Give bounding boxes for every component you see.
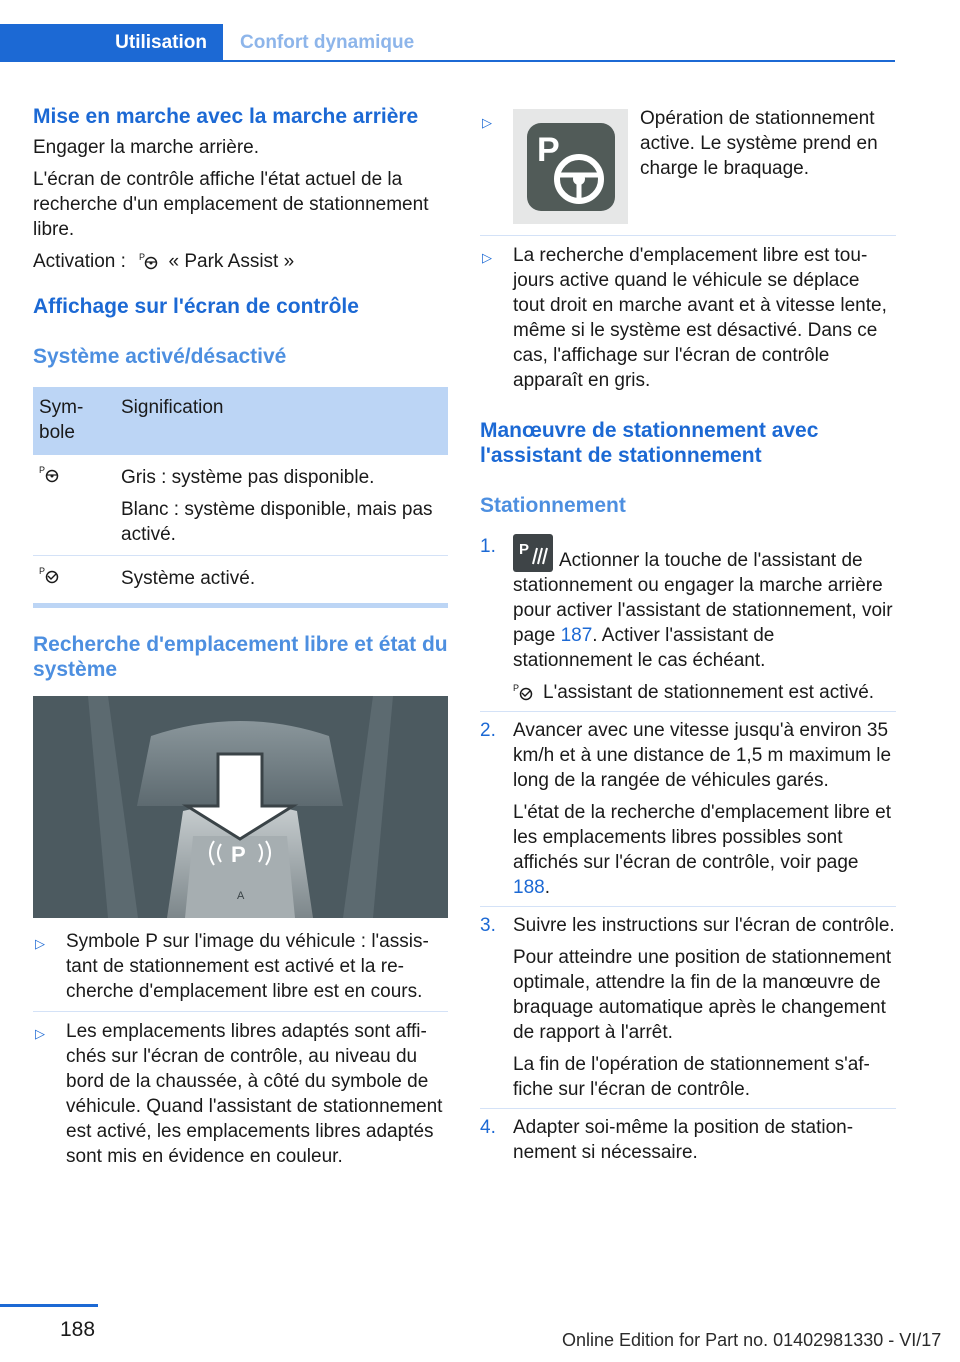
symbol-table [33,387,448,608]
heading-manoeuvre: Manœuvre de stationnement avec l'assistant de stationnement [480,419,819,467]
triangle-bullet-icon: ▷ [482,250,492,265]
step-2-note [513,800,896,900]
car-parking-search-illustration [33,696,448,918]
park-assist-active-icon [39,566,61,584]
step-number: 4. [480,1117,496,1138]
list-item-text: Les emplacements libres adaptés sont affichés sur l'écran de contrôle, au niveau du bord de la chaussée, à côté du symbole de véhicule. Quand l'assistant de stationnement est activé, les emplacements libres adaptés sont mis en évidence en couleur. [66,1021,443,1167]
table-cell-symbol [33,556,115,606]
park-assist-icon [139,252,159,270]
activation-prefix: Activation : [33,251,126,272]
step-1-part-b: . Activer l'assistant de stationnement le cas échéant. [513,625,775,671]
paragraph-ecran: L'écran de contrôle affiche l'état actuel de la recherche d'un emplacement de stationnement libre. [33,169,429,240]
park-assist-off-icon [39,465,61,483]
step-1-status-text: L'assistant de stationnement est activé. [543,682,875,703]
right-column [480,100,896,1171]
list-item-text: Symbole P sur l'image du véhicule : l'assistant de stationnement est activé et la recherche d'emplacement libre est en cours. [66,931,429,1002]
left-column [33,100,448,1176]
list-item-text: La recherche d'emplacement libre est toujours active quand le véhicule se déplace tout droit en marche avant et à vitesse lente, même si le système est désactivé. Dans ce cas, l'affichage sur l'écran de contrôle apparaît en gris. [513,245,887,391]
step-3-note-2: La fin de l'opération de stationnement s'affiche sur l'écran de contrôle. [513,1054,870,1100]
svg-text:P: P [139,252,146,262]
list-item [480,1109,896,1171]
page-number: 188 [60,1318,96,1341]
svg-text:P: P [519,541,530,558]
park-assist-button-icon [513,534,553,572]
step-1-part-a: Actionner la touche de l'assistant de stationnement ou engager la marche arrière pour activer l'assistant de stationnement, voir page [513,550,893,646]
tab-utilisation[interactable]: Utilisation [0,24,223,62]
list-item [480,712,896,907]
step-2-note-text: L'état de la recherche d'emplacement libre et les emplacements libres possibles sont affichés sur l'écran de contrôle, voir page [513,802,891,873]
activation-line [33,249,448,274]
list-item-text: Opération de stationnement active. Le système prend en charge le braquage. [640,108,878,179]
step-2-text: Avancer avec une vitesse jusqu'à environ 35 km/h et à une distance de 1,5 m maximum le long de la rangée de véhicules garés. [513,720,892,791]
page-link-188[interactable]: 188 [513,877,545,898]
svg-text:P: P [231,842,246,867]
parking-figure-svg [33,696,448,918]
figure-bullet-list [33,922,448,1176]
park-assist-active-icon [513,683,535,701]
svg-text:P: P [513,683,520,693]
step-3-text: Suivre les instructions sur l'écran de contrôle. [513,915,895,936]
header-bar [0,24,895,62]
step-4-text: Adapter soi-même la position de stationnement si nécessaire. [513,1117,854,1163]
meaning-gris: Gris : système pas disponible. [121,467,375,488]
svg-text:P: P [39,566,46,576]
step-number: 1. [480,536,496,557]
list-item [480,100,896,236]
triangle-bullet-icon: ▷ [482,115,492,130]
list-item [33,922,448,1012]
table-cell-meaning: Système activé. [115,556,448,606]
list-item [480,907,896,1109]
triangle-bullet-icon: ▷ [35,936,45,951]
table-header-row [33,387,448,455]
table-header-signification: Signification [115,387,448,455]
svg-text:A: A [237,890,245,902]
step-2-note-end: . [544,877,550,898]
step-1-text [513,534,896,673]
parking-steps-list [480,528,896,1171]
heading-stationnement: Stationnement [480,494,626,517]
footer-accent-line [0,1304,98,1307]
list-item [480,236,896,400]
step-number: 3. [480,915,496,936]
heading-recherche: Recherche d'emplacement libre et état du système [33,633,448,681]
table-row [33,556,448,606]
table-row [33,455,448,556]
activation-suffix: « Park Assist » [168,251,295,272]
status-bullet-list [480,100,896,400]
heading-systeme-active: Système activé/désactivé [33,345,287,368]
tab-confort-dynamique[interactable]: Confort dynamique [240,32,415,53]
page-link-187[interactable]: 187 [560,625,593,646]
svg-text:P: P [39,465,46,475]
table-cell-symbol [33,455,115,556]
meaning-blanc: Blanc : système disponible, mais pas activé. [121,499,433,545]
list-item [33,1012,448,1176]
parking-active-icon [513,109,628,224]
list-item [480,528,896,712]
heading-marche-arriere: Mise en marche avec la marche arrière [33,105,419,128]
steering-wheel-p-icon [525,121,617,213]
step-number: 2. [480,720,496,741]
footer-edition: Online Edition for Part no. 01402981330 - VI/17 [562,1330,942,1350]
table-cell-meaning [115,455,448,556]
svg-text:P: P [536,130,560,169]
heading-affichage: Affichage sur l'écran de contrôle [33,295,359,318]
step-3-note-1: Pour atteindre une position de stationnement optimale, attendre la fin de la manœuvre de braquage automatique après le changement de rapport à l'arrêt. [513,947,892,1043]
step-1-status [513,680,896,705]
triangle-bullet-icon: ▷ [35,1026,45,1041]
table-header-symbole: Symbole [33,387,115,455]
paragraph-engager: Engager la marche arrière. [33,137,259,158]
